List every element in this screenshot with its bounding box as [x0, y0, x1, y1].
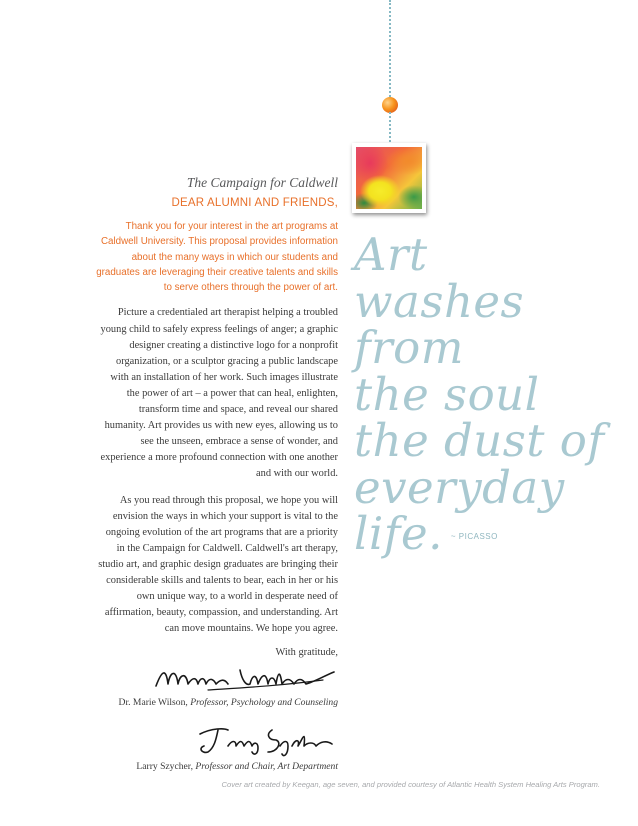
signer-2-name: Larry Szycher,: [136, 761, 193, 773]
quote-line: the dust of: [354, 414, 605, 467]
quote-line: washes: [354, 274, 525, 328]
closing: With gratitude,: [275, 647, 338, 659]
salutation: DEAR ALUMNI AND FRIENDS,: [171, 197, 338, 209]
letter-column: [96, 174, 338, 784]
quote-line: the soul: [354, 367, 540, 421]
dotted-string-decoration: [389, 0, 391, 104]
signer-1: [96, 696, 338, 710]
campaign-title: The Campaign for Caldwell: [186, 175, 338, 190]
signer-2: [96, 760, 338, 774]
quote-line: Art: [354, 228, 428, 281]
quote-line: everyday: [354, 460, 565, 514]
body-paragraph-2: As you read through this proposal, we hope you will envision the ways in which your support is vital to the ongoing evolution of the art programs that are a priority in the Campaign for Caldwell. Caldwell's art therapy, studio art, and graphic design graduates are bringing their considerable skills and talents to bear, each in her or his own unique way, to a world in desperate need of affirmation, beauty, compassion, and understanding. Art can move mountains. We hope you agree.: [98, 494, 338, 635]
signer-1-title: Professor, Psychology and Counseling: [190, 697, 338, 709]
orange-bead-decoration: [382, 97, 398, 113]
quote-line: from: [354, 321, 464, 374]
signer-1-name: Dr. Marie Wilson,: [118, 697, 188, 709]
quote-line-last: [354, 507, 638, 561]
cover-art-thumbnail: [352, 143, 426, 213]
signer-2-title: Professor and Chair, Art Department: [195, 761, 338, 773]
body-paragraph-1: Picture a credentialed art therapist helping a troubled young child to safely express feelings of anger; a graphic designer creating a distinctive logo for a nonprofit organization, or a sculptor gracing a public landscape with an installation of her work. Such images illustrate the power of art – a power that can heal, enlighten, transform time and space, and reveal our shared humanity. Art provides us with new eyes, allowing us to see the unseen, embrace a sense of wonder, and experience a more profound connection with one another and with our world.: [100, 307, 338, 480]
dotted-string-decoration-lower: [389, 112, 391, 142]
signature-larry-szycher: [188, 720, 338, 760]
cover-art-credit: Cover art created by Keegan, age seven, and provided courtesy of Atlantic Health System Healing Arts Program.: [221, 780, 600, 789]
quote-line-text: life.: [354, 507, 443, 560]
picasso-quote: [354, 228, 638, 561]
signature-marie-wilson: [148, 662, 338, 696]
painting-image: [356, 147, 422, 209]
quote-attribution: ~ PICASSO: [450, 532, 498, 542]
intro-paragraph: Thank you for your interest in the art programs at Caldwell University. This proposal provides information about the many ways in which our students and graduates are leveraging their creative talents and skills to serve others through the power of art.: [96, 221, 338, 294]
